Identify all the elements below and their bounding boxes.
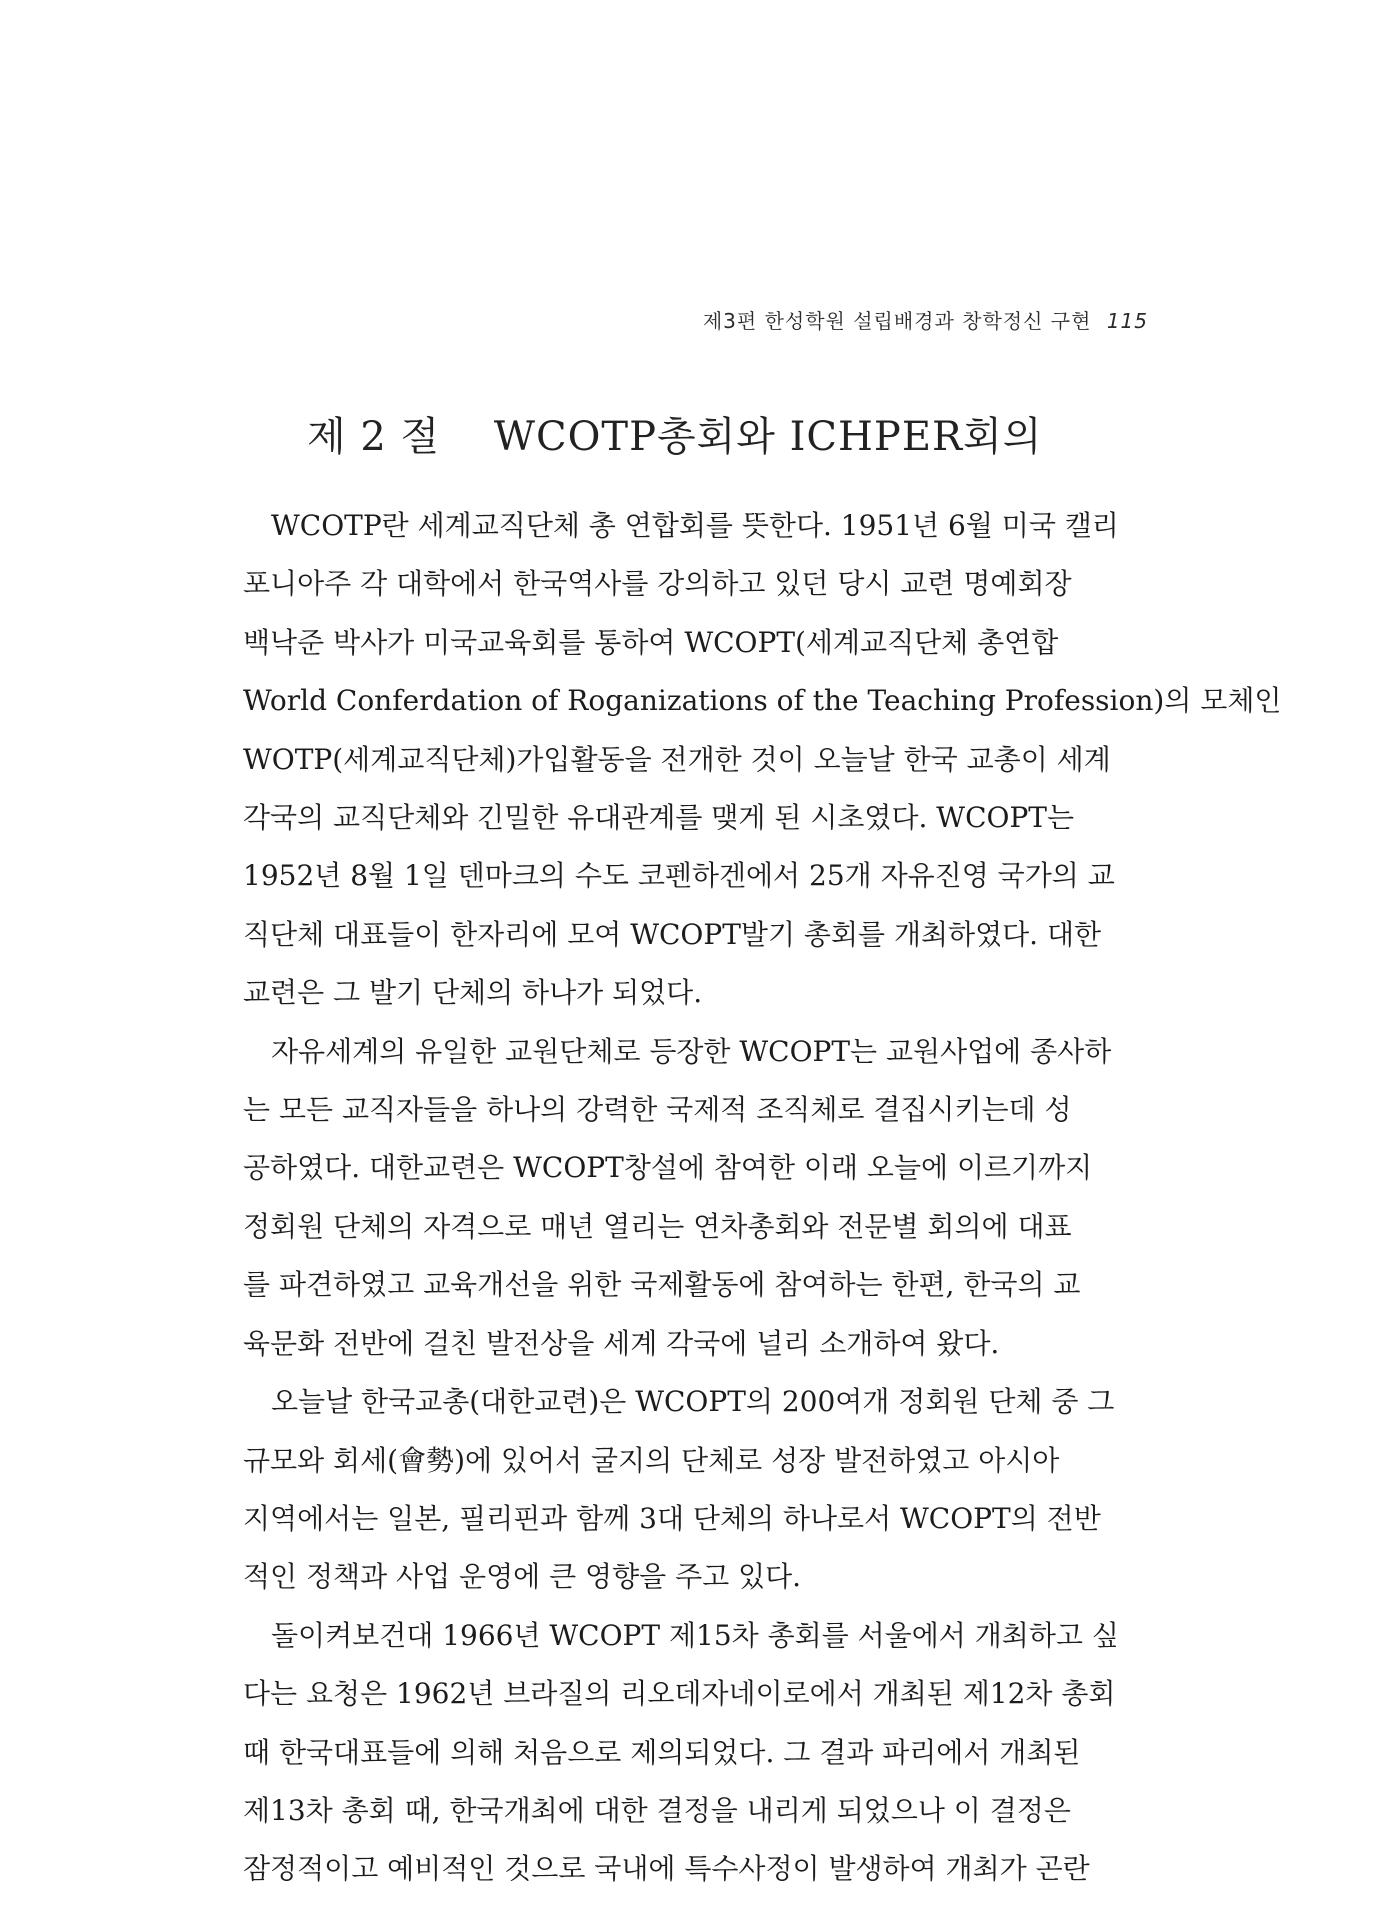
text-line: 육문화 전반에 걸친 발전상을 세계 각국에 널리 소개하여 왔다. <box>243 1326 1000 1360</box>
section-title: WCOTP총회와 ICHPER회의 <box>493 414 1043 460</box>
text-line: 각국의 교직단체와 긴밀한 유대관계를 맺게 된 시초였다. WCOPT는 <box>243 801 1075 835</box>
text-line: 정회원 단체의 자격으로 매년 열리는 연차총회와 전문별 회의에 대표 <box>243 1209 1072 1243</box>
text-line: 백낙준 박사가 미국교육회를 통하여 WCOPT(세계교직단체 총연합 <box>243 625 1059 659</box>
running-head <box>703 305 1148 334</box>
text-line: 다는 요청은 1962년 브라질의 리오데자네이로에서 개최된 제12차 총회 <box>243 1677 1116 1711</box>
text-line: 는 모든 교직자들을 하나의 강력한 국제적 조직체로 결집시키는데 성 <box>243 1093 1072 1127</box>
page-number: 115 <box>1106 309 1148 333</box>
text-line: 지역에서는 일본, 필리핀과 함께 3대 단체의 하나로서 WCOPT의 전반 <box>243 1501 1101 1535</box>
text-line: 직단체 대표들이 한자리에 모여 WCOPT발기 총회를 개최하였다. 대한 <box>243 917 1102 951</box>
running-head-title: 제3편 한성학원 설립배경과 창학정신 구현 <box>702 309 1092 333</box>
text-line: 잠정적이고 예비적인 것으로 국내에 특수사정이 발생하여 개최가 곤란 <box>243 1852 1090 1886</box>
paragraph <box>243 1607 1149 1899</box>
body-text <box>243 497 1282 1899</box>
text-line: 때 한국대표들에 의해 처음으로 제의되었다. 그 결과 파리에서 개최된 <box>243 1735 1081 1769</box>
text-line: 적인 정책과 사업 운영에 큰 영향을 주고 있다. <box>243 1560 802 1594</box>
paragraph <box>243 1023 1149 1373</box>
text-line: WOTP(세계교직단체)가입활동을 전개한 것이 오늘날 한국 교총이 세계 <box>243 742 1111 776</box>
paragraph <box>243 1373 1149 1607</box>
text-line: 교련은 그 발기 단체의 하나가 되었다. <box>243 976 703 1010</box>
text-line: 돌이켜보건대 1966년 WCOPT 제15차 총회를 서울에서 개최하고 싶 <box>271 1618 1119 1652</box>
text-line: 를 파견하였고 교육개선을 위한 국제활동에 참여하는 한편, 한국의 교 <box>243 1268 1081 1302</box>
text-line: World Conferdation of Roganizations of the Teaching Profession)의 모체인 <box>243 684 1282 718</box>
text-line: 자유세계의 유일한 교원단체로 등장한 WCOPT는 교원사업에 종사하 <box>271 1034 1112 1068</box>
section-heading <box>307 405 1042 462</box>
text-line: 오늘날 한국교총(대한교련)은 WCOPT의 200여개 정회원 단체 중 그 <box>271 1385 1115 1419</box>
text-line: 포니아주 각 대학에서 한국역사를 강의하고 있던 당시 교련 명예회장 <box>243 567 1072 601</box>
text-line: WCOTP란 세계교직단체 총 연합회를 뜻한다. 1951년 6월 미국 캘리 <box>271 509 1119 542</box>
text-line: 제13차 총회 때, 한국개최에 대한 결정을 내리게 되었으나 이 결정은 <box>243 1793 1071 1827</box>
text-line: 규모와 회세(會勢)에 있어서 굴지의 단체로 성장 발전하였고 아시아 <box>243 1443 1060 1477</box>
section-number: 제 2 절 <box>307 414 441 460</box>
paragraph <box>243 497 1282 1023</box>
text-line: 공하였다. 대한교련은 WCOPT창설에 참여한 이래 오늘에 이르기까지 <box>243 1151 1093 1185</box>
text-line: 1952년 8월 1일 덴마크의 수도 코펜하겐에서 25개 자유진영 국가의 교 <box>243 859 1115 893</box>
